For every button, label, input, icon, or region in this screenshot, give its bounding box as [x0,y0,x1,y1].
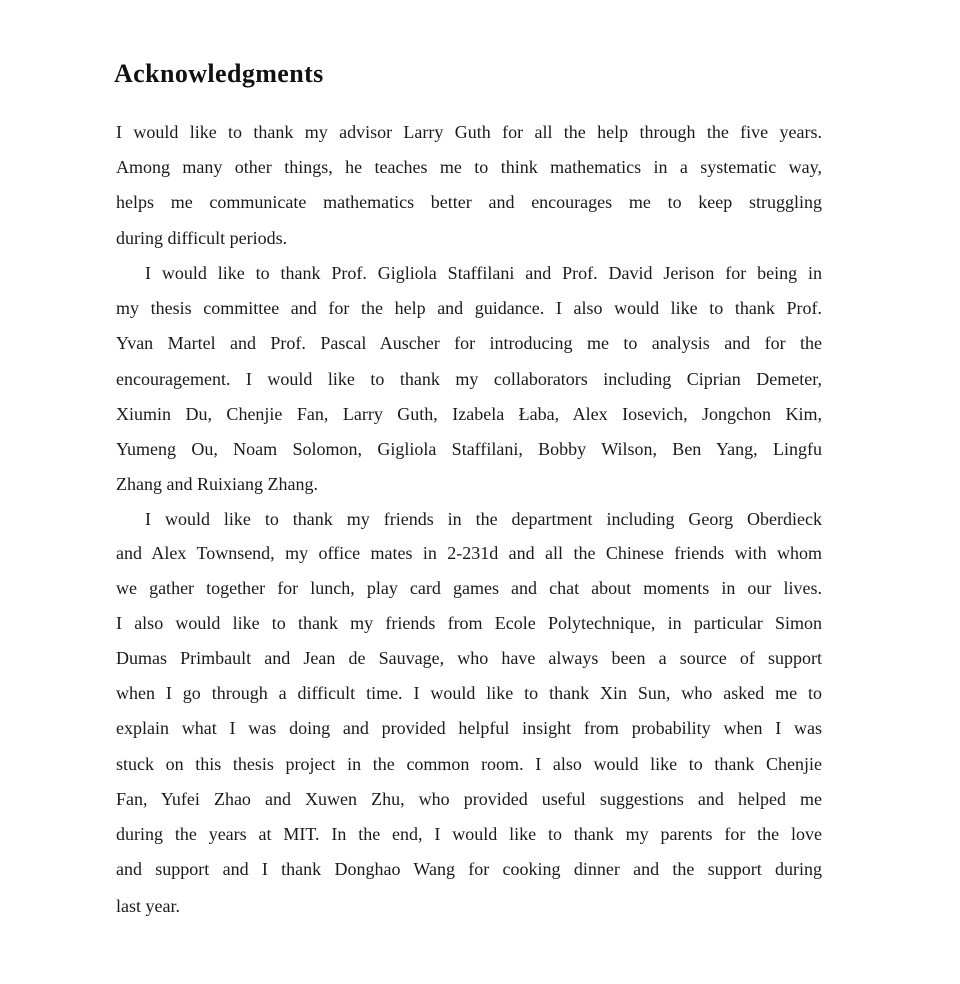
paragraph-line: I would like to thank my friends in the department including Georg Oberdieck [145,509,822,529]
paragraph-line: Among many other things, he teaches me to think mathematics in a systematic way, [116,157,822,177]
paragraph-line: Xiumin Du, Chenjie Fan, Larry Guth, Izabela Łaba, Alex Iosevich, Jongchon Kim, [116,404,822,424]
paragraph-line: I would like to thank my advisor Larry Guth for all the help through the five years. [116,122,822,142]
paragraph-line: and Alex Townsend, my office mates in 2-231d and all the Chinese friends with whom [116,543,822,563]
paragraph-line: and support and I thank Donghao Wang for cooking dinner and the support during [116,859,822,879]
paragraph-line: Zhang and Ruixiang Zhang. [116,474,318,494]
paragraph-line: helps me communicate mathematics better and encourages me to keep struggling [116,192,822,212]
paragraph-line: Fan, Yufei Zhao and Xuwen Zhu, who provided useful suggestions and helped me [116,789,822,809]
page-title: Acknowledgments [114,59,324,88]
paragraph-line: I would like to thank Prof. Gigliola Staffilani and Prof. David Jerison for being in [145,263,822,283]
paragraph-line: Dumas Primbault and Jean de Sauvage, who have always been a source of support [116,648,822,668]
paragraph-line: explain what I was doing and provided helpful insight from probability when I was [116,718,822,738]
paragraph-line: when I go through a difficult time. I would like to thank Xin Sun, who asked me to [116,683,822,703]
paragraph-line: Yvan Martel and Prof. Pascal Auscher for introducing me to analysis and for the [116,333,822,353]
paragraph-line: encouragement. I would like to thank my collaborators including Ciprian Demeter, [116,369,822,389]
paragraph-line: during difficult periods. [116,228,288,248]
paragraph-line: we gather together for lunch, play card games and chat about moments in our lives. [116,578,822,598]
paragraph-line: my thesis committee and for the help and guidance. I also would like to thank Prof. [116,298,822,318]
paragraph-line: stuck on this thesis project in the common room. I also would like to thank Chenjie [116,754,822,774]
paragraph-line: last year. [116,896,180,916]
paragraph-line: during the years at MIT. In the end, I would like to thank my parents for the love [116,824,822,844]
paragraph-line: Yumeng Ou, Noam Solomon, Gigliola Staffilani, Bobby Wilson, Ben Yang, Lingfu [116,439,822,459]
paragraph-line: I also would like to thank my friends from Ecole Polytechnique, in particular Simon [116,613,822,633]
